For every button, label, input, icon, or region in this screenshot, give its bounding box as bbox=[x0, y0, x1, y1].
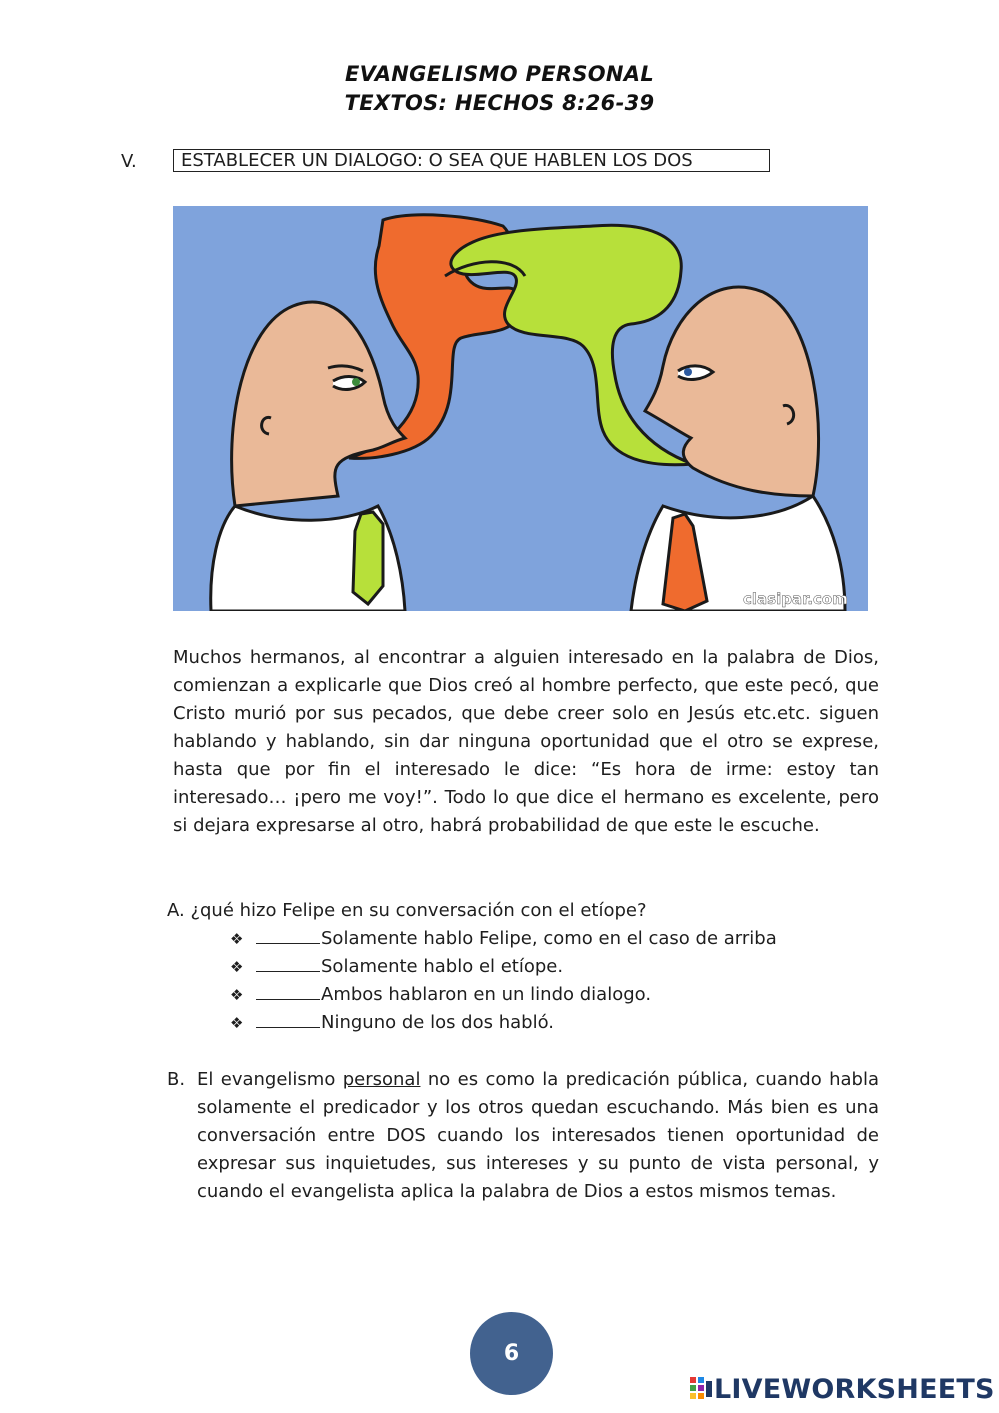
left-person-tie bbox=[353, 512, 383, 604]
question-a bbox=[167, 897, 647, 925]
option-2 bbox=[230, 953, 563, 981]
brand-name: LIVEWORKSHEETS bbox=[714, 1373, 995, 1405]
question-b-text-rest: no es como la predicación pública, cuando habla solamente el predicador y los otros quedan escuchando. Más bien es una conversación entre DOS cuando los interesados tienen oportunidad de expresar sus inquietudes, sus intereses y su punto de vista personal, y cuando el evangelista aplica la palabra de Dios a estos mismos temas. bbox=[197, 1069, 879, 1202]
answer-blank-4[interactable] bbox=[256, 1010, 320, 1028]
diamond-bullet-icon: ❖ bbox=[230, 986, 244, 1004]
question-b-label: B. bbox=[167, 1069, 186, 1090]
question-b-text-start: El evangelismo bbox=[197, 1069, 343, 1090]
dialogue-illustration bbox=[173, 206, 868, 611]
section-heading: ESTABLECER UN DIALOGO: O SEA QUE HABLEN LOS DOS bbox=[173, 149, 770, 172]
page-number: 6 bbox=[503, 1341, 520, 1366]
answer-blank-3[interactable] bbox=[256, 982, 320, 1000]
question-a-text: ¿qué hizo Felipe en su conversación con el etíope? bbox=[190, 900, 647, 921]
option-3-text: Ambos hablaron en un lindo dialogo. bbox=[321, 984, 652, 1005]
option-4 bbox=[230, 1009, 554, 1037]
document-title: EVANGELISMO PERSONAL bbox=[344, 62, 655, 86]
illustration-watermark: clasipar.com bbox=[743, 590, 848, 608]
option-1 bbox=[230, 925, 777, 953]
underlined-word: personal bbox=[342, 1069, 421, 1090]
answer-blank-1[interactable] bbox=[256, 926, 320, 944]
liveworksheets-logo[interactable] bbox=[690, 1372, 995, 1406]
diamond-bullet-icon: ❖ bbox=[230, 1014, 244, 1032]
diamond-bullet-icon: ❖ bbox=[230, 930, 244, 948]
section-number: V. bbox=[121, 151, 137, 172]
option-3 bbox=[230, 981, 651, 1009]
answer-blank-2[interactable] bbox=[256, 954, 320, 972]
diamond-bullet-icon: ❖ bbox=[230, 958, 244, 976]
question-b-text bbox=[197, 1066, 879, 1206]
document-subtitle: TEXTOS: HECHOS 8:26-39 bbox=[344, 91, 655, 115]
intro-paragraph: Muchos hermanos, al encontrar a alguien interesado en la palabra de Dios, comienzan a explicarle que Dios creó al hombre perfecto, que este pecó, que Cristo murió por sus pecados, que debe creer solo en Jesús etc.etc. siguen hablando y hablando, sin dar ninguna oportunidad que el otro se exprese, hasta que por fin el interesado le dice: “Es hora de irme: estoy tan interesado… ¡pero me voy!”. Todo lo que dice el hermano es excelente, pero si dejara expresarse al otro, habrá probabilidad de que este le escuche. bbox=[173, 647, 879, 836]
liveworksheets-icon bbox=[690, 1377, 712, 1401]
option-1-text: Solamente hablo Felipe, como en el caso de arriba bbox=[321, 928, 777, 949]
page-number-badge bbox=[470, 1312, 553, 1395]
question-a-label: A. bbox=[167, 900, 185, 921]
option-4-text: Ninguno de los dos habló. bbox=[321, 1012, 555, 1033]
option-2-text: Solamente hablo el etíope. bbox=[321, 956, 564, 977]
